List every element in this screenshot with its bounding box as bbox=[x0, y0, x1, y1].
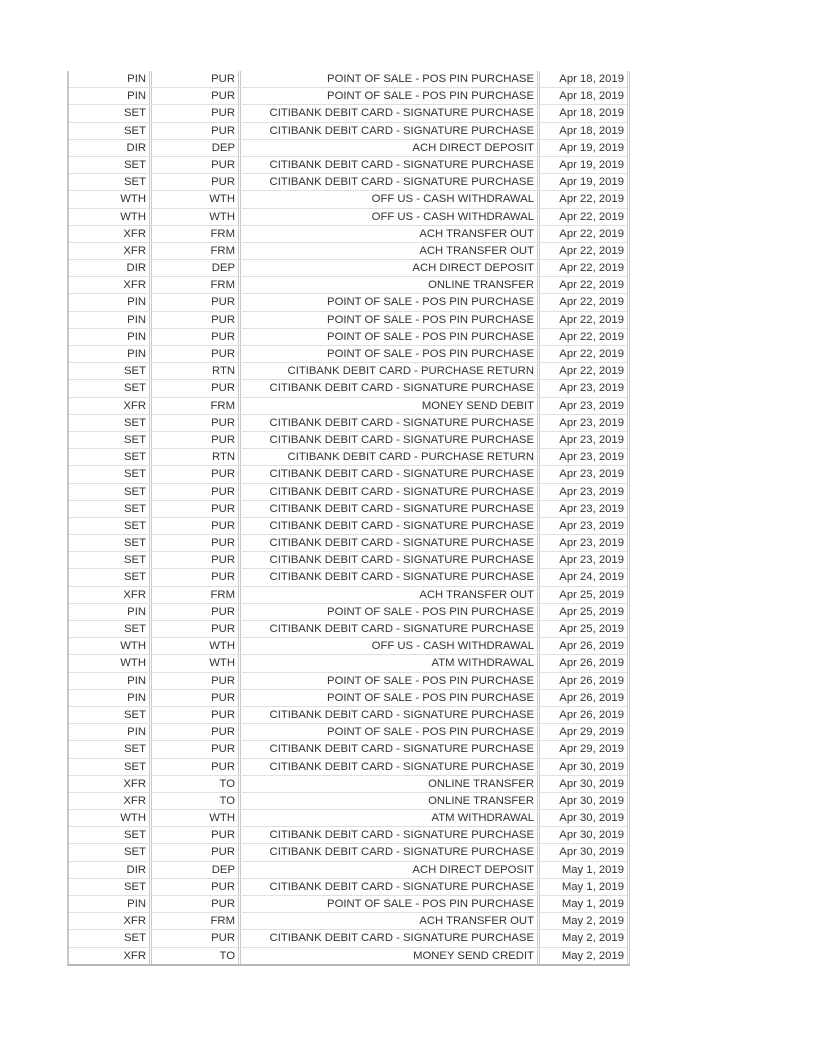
transaction-description-cell: ACH DIRECT DEPOSIT bbox=[241, 140, 540, 156]
transaction-description-cell: POINT OF SALE - POS PIN PURCHASE bbox=[241, 88, 540, 104]
table-row bbox=[69, 484, 630, 501]
transaction-table bbox=[67, 71, 630, 966]
transaction-code-cell: PUR bbox=[152, 827, 241, 843]
table-row bbox=[69, 243, 630, 260]
transaction-description-cell: CITIBANK DEBIT CARD - SIGNATURE PURCHASE bbox=[241, 484, 540, 500]
table-row bbox=[69, 604, 630, 621]
transaction-description-cell: CITIBANK DEBIT CARD - SIGNATURE PURCHASE bbox=[241, 930, 540, 946]
transaction-description-cell: CITIBANK DEBIT CARD - SIGNATURE PURCHASE bbox=[241, 827, 540, 843]
transaction-type-cell: PIN bbox=[69, 690, 152, 706]
transaction-date-cell: Apr 29, 2019 bbox=[540, 741, 630, 757]
transaction-description-cell: POINT OF SALE - POS PIN PURCHASE bbox=[241, 896, 540, 912]
transaction-type-cell: SET bbox=[69, 879, 152, 895]
transaction-description-cell: OFF US - CASH WITHDRAWAL bbox=[241, 209, 540, 225]
transaction-description-cell: POINT OF SALE - POS PIN PURCHASE bbox=[241, 690, 540, 706]
transaction-date-cell: Apr 18, 2019 bbox=[540, 105, 630, 121]
transaction-type-cell: SET bbox=[69, 105, 152, 121]
transaction-code-cell: PUR bbox=[152, 604, 241, 620]
transaction-date-cell: May 2, 2019 bbox=[540, 913, 630, 929]
transaction-date-cell: Apr 19, 2019 bbox=[540, 157, 630, 173]
transaction-date-cell: Apr 22, 2019 bbox=[540, 294, 630, 310]
transaction-date-cell: Apr 25, 2019 bbox=[540, 621, 630, 637]
transaction-type-cell: PIN bbox=[69, 71, 152, 87]
transaction-code-cell: FRM bbox=[152, 277, 241, 293]
transaction-type-cell: SET bbox=[69, 501, 152, 517]
transaction-code-cell: PUR bbox=[152, 673, 241, 689]
table-row bbox=[69, 174, 630, 191]
table-row bbox=[69, 363, 630, 380]
transaction-date-cell: Apr 26, 2019 bbox=[540, 655, 630, 671]
table-row bbox=[69, 346, 630, 363]
transaction-type-cell: SET bbox=[69, 466, 152, 482]
transaction-type-cell: SET bbox=[69, 827, 152, 843]
transaction-date-cell: Apr 23, 2019 bbox=[540, 398, 630, 414]
transaction-date-cell: Apr 22, 2019 bbox=[540, 260, 630, 276]
transaction-type-cell: SET bbox=[69, 123, 152, 139]
table-row bbox=[69, 621, 630, 638]
table-row bbox=[69, 948, 630, 964]
transaction-type-cell: DIR bbox=[69, 862, 152, 878]
transaction-type-cell: PIN bbox=[69, 312, 152, 328]
transaction-description-cell: ONLINE TRANSFER bbox=[241, 776, 540, 792]
transaction-description-cell: CITIBANK DEBIT CARD - SIGNATURE PURCHASE bbox=[241, 569, 540, 585]
transaction-type-cell: WTH bbox=[69, 810, 152, 826]
transaction-type-cell: PIN bbox=[69, 604, 152, 620]
transaction-type-cell: XFR bbox=[69, 243, 152, 259]
transaction-type-cell: SET bbox=[69, 621, 152, 637]
table-row bbox=[69, 449, 630, 466]
table-row bbox=[69, 157, 630, 174]
transaction-type-cell: SET bbox=[69, 844, 152, 860]
transaction-date-cell: Apr 26, 2019 bbox=[540, 707, 630, 723]
transaction-date-cell: May 1, 2019 bbox=[540, 879, 630, 895]
transaction-code-cell: PUR bbox=[152, 123, 241, 139]
transaction-type-cell: WTH bbox=[69, 209, 152, 225]
transaction-date-cell: Apr 23, 2019 bbox=[540, 432, 630, 448]
table-row bbox=[69, 329, 630, 346]
transaction-description-cell: CITIBANK DEBIT CARD - SIGNATURE PURCHASE bbox=[241, 535, 540, 551]
table-row bbox=[69, 105, 630, 122]
transaction-description-cell: OFF US - CASH WITHDRAWAL bbox=[241, 191, 540, 207]
transaction-code-cell: DEP bbox=[152, 862, 241, 878]
transaction-code-cell: PUR bbox=[152, 105, 241, 121]
transaction-code-cell: PUR bbox=[152, 759, 241, 775]
transaction-code-cell: DEP bbox=[152, 140, 241, 156]
transaction-date-cell: Apr 22, 2019 bbox=[540, 191, 630, 207]
transaction-type-cell: WTH bbox=[69, 638, 152, 654]
transaction-date-cell: Apr 18, 2019 bbox=[540, 71, 630, 87]
table-row bbox=[69, 587, 630, 604]
transaction-date-cell: Apr 26, 2019 bbox=[540, 690, 630, 706]
transaction-code-cell: PUR bbox=[152, 71, 241, 87]
transaction-type-cell: PIN bbox=[69, 88, 152, 104]
transaction-code-cell: PUR bbox=[152, 535, 241, 551]
transaction-code-cell: PUR bbox=[152, 518, 241, 534]
transaction-code-cell: RTN bbox=[152, 363, 241, 379]
transaction-type-cell: PIN bbox=[69, 329, 152, 345]
transaction-code-cell: WTH bbox=[152, 655, 241, 671]
transaction-description-cell: CITIBANK DEBIT CARD - SIGNATURE PURCHASE bbox=[241, 174, 540, 190]
table-row bbox=[69, 552, 630, 569]
transaction-description-cell: CITIBANK DEBIT CARD - SIGNATURE PURCHASE bbox=[241, 105, 540, 121]
transaction-description-cell: POINT OF SALE - POS PIN PURCHASE bbox=[241, 604, 540, 620]
transaction-type-cell: SET bbox=[69, 449, 152, 465]
table-row bbox=[69, 810, 630, 827]
table-row bbox=[69, 71, 630, 88]
transaction-code-cell: PUR bbox=[152, 879, 241, 895]
transaction-date-cell: May 2, 2019 bbox=[540, 930, 630, 946]
transaction-description-cell: CITIBANK DEBIT CARD - SIGNATURE PURCHASE bbox=[241, 879, 540, 895]
transaction-type-cell: PIN bbox=[69, 294, 152, 310]
transaction-description-cell: CITIBANK DEBIT CARD - SIGNATURE PURCHASE bbox=[241, 432, 540, 448]
table-row bbox=[69, 724, 630, 741]
transaction-date-cell: Apr 29, 2019 bbox=[540, 724, 630, 740]
transaction-type-cell: SET bbox=[69, 415, 152, 431]
transaction-description-cell: ATM WITHDRAWAL bbox=[241, 810, 540, 826]
transaction-description-cell: CITIBANK DEBIT CARD - SIGNATURE PURCHASE bbox=[241, 157, 540, 173]
table-row bbox=[69, 501, 630, 518]
transaction-description-cell: CITIBANK DEBIT CARD - SIGNATURE PURCHASE bbox=[241, 552, 540, 568]
transaction-code-cell: FRM bbox=[152, 913, 241, 929]
transaction-date-cell: Apr 23, 2019 bbox=[540, 415, 630, 431]
transaction-date-cell: Apr 19, 2019 bbox=[540, 174, 630, 190]
transaction-type-cell: XFR bbox=[69, 793, 152, 809]
table-row bbox=[69, 827, 630, 844]
table-row bbox=[69, 260, 630, 277]
transaction-description-cell: MONEY SEND CREDIT bbox=[241, 948, 540, 964]
transaction-date-cell: Apr 25, 2019 bbox=[540, 587, 630, 603]
table-row bbox=[69, 862, 630, 879]
transaction-code-cell: WTH bbox=[152, 209, 241, 225]
transaction-code-cell: PUR bbox=[152, 741, 241, 757]
transaction-code-cell: PUR bbox=[152, 88, 241, 104]
transaction-code-cell: PUR bbox=[152, 312, 241, 328]
transaction-code-cell: PUR bbox=[152, 174, 241, 190]
table-row bbox=[69, 277, 630, 294]
transaction-code-cell: PUR bbox=[152, 569, 241, 585]
transaction-date-cell: Apr 23, 2019 bbox=[540, 466, 630, 482]
transaction-code-cell: DEP bbox=[152, 260, 241, 276]
transaction-date-cell: Apr 18, 2019 bbox=[540, 123, 630, 139]
transaction-date-cell: Apr 22, 2019 bbox=[540, 346, 630, 362]
transaction-type-cell: XFR bbox=[69, 226, 152, 242]
transaction-description-cell: CITIBANK DEBIT CARD - SIGNATURE PURCHASE bbox=[241, 466, 540, 482]
transaction-description-cell: CITIBANK DEBIT CARD - SIGNATURE PURCHASE bbox=[241, 380, 540, 396]
transaction-description-cell: CITIBANK DEBIT CARD - PURCHASE RETURN bbox=[241, 363, 540, 379]
transaction-date-cell: Apr 30, 2019 bbox=[540, 776, 630, 792]
transaction-code-cell: WTH bbox=[152, 191, 241, 207]
transaction-type-cell: SET bbox=[69, 363, 152, 379]
transaction-date-cell: Apr 23, 2019 bbox=[540, 380, 630, 396]
transaction-date-cell: Apr 22, 2019 bbox=[540, 226, 630, 242]
transaction-description-cell: CITIBANK DEBIT CARD - PURCHASE RETURN bbox=[241, 449, 540, 465]
table-row bbox=[69, 793, 630, 810]
transaction-date-cell: Apr 22, 2019 bbox=[540, 277, 630, 293]
transaction-type-cell: SET bbox=[69, 380, 152, 396]
transaction-code-cell: RTN bbox=[152, 449, 241, 465]
table-row bbox=[69, 776, 630, 793]
transaction-description-cell: CITIBANK DEBIT CARD - SIGNATURE PURCHASE bbox=[241, 741, 540, 757]
table-row bbox=[69, 655, 630, 672]
transaction-description-cell: OFF US - CASH WITHDRAWAL bbox=[241, 638, 540, 654]
table-row bbox=[69, 896, 630, 913]
transaction-description-cell: POINT OF SALE - POS PIN PURCHASE bbox=[241, 312, 540, 328]
transaction-type-cell: SET bbox=[69, 930, 152, 946]
transaction-date-cell: Apr 24, 2019 bbox=[540, 569, 630, 585]
transaction-description-cell: CITIBANK DEBIT CARD - SIGNATURE PURCHASE bbox=[241, 518, 540, 534]
transaction-date-cell: Apr 23, 2019 bbox=[540, 501, 630, 517]
transaction-code-cell: PUR bbox=[152, 844, 241, 860]
transaction-date-cell: Apr 19, 2019 bbox=[540, 140, 630, 156]
transaction-description-cell: CITIBANK DEBIT CARD - SIGNATURE PURCHASE bbox=[241, 621, 540, 637]
table-row bbox=[69, 913, 630, 930]
table-row bbox=[69, 415, 630, 432]
transaction-date-cell: Apr 22, 2019 bbox=[540, 243, 630, 259]
transaction-description-cell: ACH DIRECT DEPOSIT bbox=[241, 260, 540, 276]
table-row bbox=[69, 294, 630, 311]
transaction-description-cell: POINT OF SALE - POS PIN PURCHASE bbox=[241, 346, 540, 362]
transaction-description-cell: ATM WITHDRAWAL bbox=[241, 655, 540, 671]
table-row bbox=[69, 88, 630, 105]
transaction-code-cell: TO bbox=[152, 948, 241, 964]
transaction-code-cell: PUR bbox=[152, 329, 241, 345]
transaction-date-cell: Apr 23, 2019 bbox=[540, 484, 630, 500]
transaction-code-cell: WTH bbox=[152, 638, 241, 654]
table-row bbox=[69, 741, 630, 758]
table-row bbox=[69, 638, 630, 655]
transaction-type-cell: SET bbox=[69, 707, 152, 723]
transaction-description-cell: ACH DIRECT DEPOSIT bbox=[241, 862, 540, 878]
transaction-code-cell: PUR bbox=[152, 415, 241, 431]
transaction-description-cell: POINT OF SALE - POS PIN PURCHASE bbox=[241, 71, 540, 87]
transaction-description-cell: ACH TRANSFER OUT bbox=[241, 243, 540, 259]
transaction-type-cell: SET bbox=[69, 535, 152, 551]
transaction-description-cell: MONEY SEND DEBIT bbox=[241, 398, 540, 414]
transaction-date-cell: Apr 18, 2019 bbox=[540, 88, 630, 104]
transaction-description-cell: CITIBANK DEBIT CARD - SIGNATURE PURCHASE bbox=[241, 123, 540, 139]
table-row bbox=[69, 759, 630, 776]
transaction-type-cell: SET bbox=[69, 569, 152, 585]
transaction-type-cell: PIN bbox=[69, 346, 152, 362]
transaction-date-cell: Apr 30, 2019 bbox=[540, 759, 630, 775]
table-row bbox=[69, 398, 630, 415]
table-row bbox=[69, 535, 630, 552]
table-row bbox=[69, 380, 630, 397]
transaction-description-cell: CITIBANK DEBIT CARD - SIGNATURE PURCHASE bbox=[241, 707, 540, 723]
transaction-type-cell: XFR bbox=[69, 587, 152, 603]
table-row bbox=[69, 690, 630, 707]
table-row bbox=[69, 930, 630, 947]
transaction-type-cell: XFR bbox=[69, 277, 152, 293]
transaction-type-cell: SET bbox=[69, 552, 152, 568]
table-row bbox=[69, 209, 630, 226]
transaction-code-cell: WTH bbox=[152, 810, 241, 826]
transaction-code-cell: PUR bbox=[152, 707, 241, 723]
transaction-code-cell: PUR bbox=[152, 346, 241, 362]
transaction-date-cell: May 1, 2019 bbox=[540, 862, 630, 878]
transaction-description-cell: CITIBANK DEBIT CARD - SIGNATURE PURCHASE bbox=[241, 844, 540, 860]
transaction-description-cell: CITIBANK DEBIT CARD - SIGNATURE PURCHASE bbox=[241, 501, 540, 517]
transaction-code-cell: PUR bbox=[152, 724, 241, 740]
table-row bbox=[69, 673, 630, 690]
transaction-type-cell: XFR bbox=[69, 913, 152, 929]
transaction-type-cell: SET bbox=[69, 157, 152, 173]
transaction-type-cell: WTH bbox=[69, 191, 152, 207]
transaction-date-cell: Apr 23, 2019 bbox=[540, 535, 630, 551]
transaction-description-cell: POINT OF SALE - POS PIN PURCHASE bbox=[241, 724, 540, 740]
transaction-date-cell: Apr 30, 2019 bbox=[540, 827, 630, 843]
transaction-code-cell: TO bbox=[152, 776, 241, 792]
transaction-description-cell: ACH TRANSFER OUT bbox=[241, 587, 540, 603]
transaction-date-cell: Apr 22, 2019 bbox=[540, 209, 630, 225]
transaction-code-cell: FRM bbox=[152, 243, 241, 259]
transaction-code-cell: PUR bbox=[152, 552, 241, 568]
transaction-code-cell: PUR bbox=[152, 157, 241, 173]
transaction-code-cell: PUR bbox=[152, 432, 241, 448]
table-row bbox=[69, 466, 630, 483]
table-row bbox=[69, 879, 630, 896]
transaction-type-cell: SET bbox=[69, 518, 152, 534]
transaction-date-cell: Apr 22, 2019 bbox=[540, 329, 630, 345]
transaction-code-cell: FRM bbox=[152, 226, 241, 242]
transaction-type-cell: PIN bbox=[69, 896, 152, 912]
transaction-date-cell: Apr 23, 2019 bbox=[540, 449, 630, 465]
transaction-date-cell: Apr 23, 2019 bbox=[540, 518, 630, 534]
transaction-type-cell: XFR bbox=[69, 776, 152, 792]
transaction-description-cell: ONLINE TRANSFER bbox=[241, 793, 540, 809]
transaction-date-cell: Apr 25, 2019 bbox=[540, 604, 630, 620]
transaction-code-cell: PUR bbox=[152, 484, 241, 500]
transaction-description-cell: POINT OF SALE - POS PIN PURCHASE bbox=[241, 329, 540, 345]
transaction-description-cell: POINT OF SALE - POS PIN PURCHASE bbox=[241, 673, 540, 689]
transaction-date-cell: Apr 30, 2019 bbox=[540, 810, 630, 826]
transaction-code-cell: PUR bbox=[152, 690, 241, 706]
table-row bbox=[69, 844, 630, 861]
transaction-code-cell: PUR bbox=[152, 930, 241, 946]
transaction-code-cell: FRM bbox=[152, 398, 241, 414]
transaction-type-cell: PIN bbox=[69, 673, 152, 689]
transaction-date-cell: Apr 26, 2019 bbox=[540, 638, 630, 654]
transaction-date-cell: Apr 22, 2019 bbox=[540, 363, 630, 379]
transaction-type-cell: SET bbox=[69, 741, 152, 757]
transaction-type-cell: SET bbox=[69, 432, 152, 448]
transaction-type-cell: XFR bbox=[69, 398, 152, 414]
transaction-date-cell: May 2, 2019 bbox=[540, 948, 630, 964]
transaction-code-cell: PUR bbox=[152, 621, 241, 637]
transaction-description-cell: CITIBANK DEBIT CARD - SIGNATURE PURCHASE bbox=[241, 759, 540, 775]
transaction-type-cell: SET bbox=[69, 759, 152, 775]
transaction-type-cell: SET bbox=[69, 174, 152, 190]
table-row bbox=[69, 707, 630, 724]
table-row bbox=[69, 518, 630, 535]
transaction-type-cell: PIN bbox=[69, 724, 152, 740]
transaction-description-cell: CITIBANK DEBIT CARD - SIGNATURE PURCHASE bbox=[241, 415, 540, 431]
transaction-code-cell: FRM bbox=[152, 587, 241, 603]
transaction-date-cell: Apr 23, 2019 bbox=[540, 552, 630, 568]
table-row bbox=[69, 312, 630, 329]
transaction-date-cell: Apr 22, 2019 bbox=[540, 312, 630, 328]
transaction-code-cell: PUR bbox=[152, 501, 241, 517]
transaction-type-cell: DIR bbox=[69, 260, 152, 276]
transaction-type-cell: XFR bbox=[69, 948, 152, 964]
table-row bbox=[69, 123, 630, 140]
transaction-type-cell: WTH bbox=[69, 655, 152, 671]
table-row bbox=[69, 432, 630, 449]
transaction-date-cell: Apr 30, 2019 bbox=[540, 793, 630, 809]
transaction-type-cell: DIR bbox=[69, 140, 152, 156]
transaction-code-cell: PUR bbox=[152, 380, 241, 396]
transaction-date-cell: May 1, 2019 bbox=[540, 896, 630, 912]
transaction-description-cell: POINT OF SALE - POS PIN PURCHASE bbox=[241, 294, 540, 310]
transaction-code-cell: PUR bbox=[152, 294, 241, 310]
transaction-code-cell: PUR bbox=[152, 466, 241, 482]
table-row bbox=[69, 226, 630, 243]
table-row bbox=[69, 140, 630, 157]
transaction-code-cell: PUR bbox=[152, 896, 241, 912]
transaction-date-cell: Apr 30, 2019 bbox=[540, 844, 630, 860]
transaction-description-cell: ACH TRANSFER OUT bbox=[241, 913, 540, 929]
transaction-date-cell: Apr 26, 2019 bbox=[540, 673, 630, 689]
transaction-description-cell: ACH TRANSFER OUT bbox=[241, 226, 540, 242]
table-row bbox=[69, 191, 630, 208]
table-row bbox=[69, 569, 630, 586]
transaction-description-cell: ONLINE TRANSFER bbox=[241, 277, 540, 293]
transaction-code-cell: TO bbox=[152, 793, 241, 809]
transaction-type-cell: SET bbox=[69, 484, 152, 500]
